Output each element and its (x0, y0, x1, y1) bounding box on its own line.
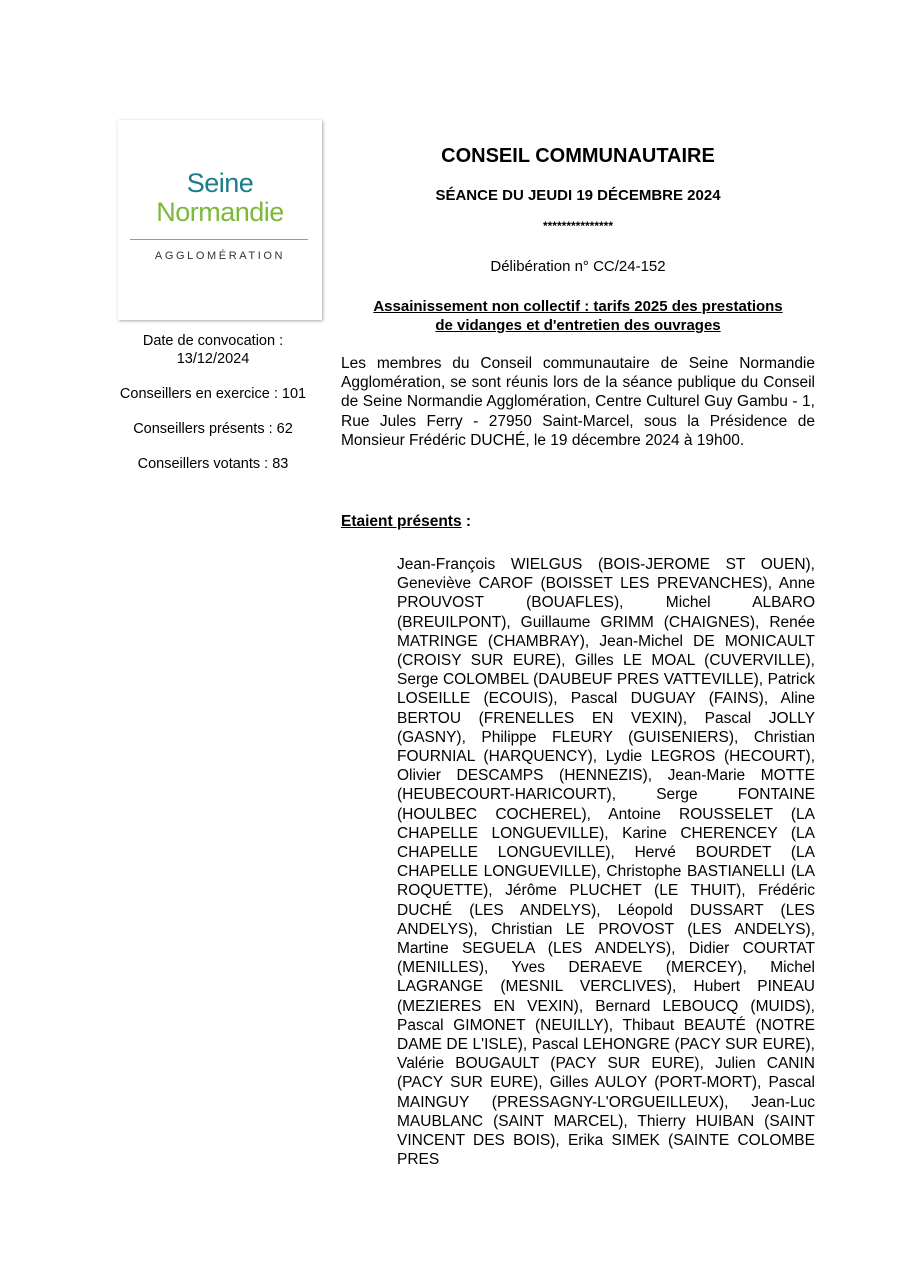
session-summary (108, 332, 318, 490)
logo-text-seine: Seine (186, 168, 254, 198)
present-label: Etaient présents (341, 513, 462, 530)
convocation-block (108, 332, 318, 368)
deliberation-subject (341, 297, 815, 335)
present-members-list: Jean-François WIELGUS (BOIS-JEROME ST OUEN), Geneviève CAROF (BOISSET LES PREVANCHES), Anne PROUVOST (BOUAFLES), Michel ALBARO (BREUILPONT), Guillaume GRIMM (CHAIGNES), Renée MATRINGE (CHAMBRAY), Jean-Michel DE MONICAULT (CROISY SUR EURE), Gilles LE MOAL (CUVERVILLE), Serge COLOMBEL (DAUBEUF PRES VATTEVILLE), Patrick LOSEILLE (ECOUIS), Pascal DUGUAY (FAINS), Aline BERTOU (FRENELLES EN VEXIN), Pascal JOLLY (GASNY), Philippe FLEURY (GUISENIERS), Christian FOURNIAL (HARQUENCY), Lydie LEGROS (HECOURT), Olivier DESCAMPS (HENNEZIS), Jean-Marie MOTTE (HEUBECOURT-HARICOURT), Serge FONTAINE (HOULBEC COCHEREL), Antoine ROUSSELET (LA CHAPELLE LONGUEVILLE), Karine CHERENCEY (LA CHAPELLE LONGUEVILLE), Hervé BOURDET (LA CHAPELLE LONGUEVILLE), Christophe BASTIANELLI (LA ROQUETTE), Jérôme PLUCHET (LE THUIT), Frédéric DUCHÉ (LES ANDELYS), Léopold DUSSART (LES ANDELYS), Christian LE PROVOST (LES ANDELYS), Martine SEGUELA (LES ANDELYS), Didier COURTAT (MENILLES), Yves DERAEVE (MERCEY), Michel LAGRANGE (MESNIL VERCLIVES), Hubert PINEAU (MEZIERES EN VEXIN), Bernard LEBOUCQ (MUIDS), Pascal GIMONET (NEUILLY), Thibaut BEAUTÉ (NOTRE DAME DE L'ISLE), Pascal LEHONGRE (PACY SUR EURE), Valérie BOUGAULT (PACY SUR EURE), Julien CANIN (PACY SUR EURE), Gilles AULOY (PORT-MORT), Pascal MAINGUY (PRESSAGNY-L'ORGUEILLEUX), Jean-Luc MAUBLANC (SAINT MARCEL), Thierry HUIBAN (SAINT VINCENT DES BOIS), Erika SIMEK (SAINTE COLOMBE PRES (397, 556, 815, 1169)
present-heading (341, 512, 471, 531)
present-colon: : (461, 513, 472, 530)
page-title: CONSEIL COMMUNAUTAIRE (441, 145, 715, 167)
session-date: SÉANCE DU JEUDI 19 DÉCEMBRE 2024 (435, 187, 721, 204)
separator-stars: *************** (542, 219, 614, 233)
logo-text-normandie: Normandie (156, 197, 284, 227)
councillors-voting: Conseillers votants : 83 (137, 456, 289, 472)
intro-paragraph: Les membres du Conseil communautaire de Seine Normandie Agglomération, se sont réunis lors de la séance publique du Conseil de Seine Normandie Agglomération, Centre Culturel Guy Gambu - 1, Rue Jules Ferry - 27950 Saint-Marcel, sous la Présidence de Monsieur Frédéric DUCHÉ, le 19 décembre 2024 à 19h00. (341, 355, 815, 449)
subject-line-2: de vidanges et d'entretien des ouvrages (435, 317, 721, 334)
logo-text-agglomeration: AGGLOMÉRATION (154, 250, 286, 262)
logo (118, 120, 322, 320)
deliberation-number: Délibération n° CC/24-152 (490, 258, 666, 275)
councillors-present: Conseillers présents : 62 (133, 421, 293, 437)
convocation-label: Date de convocation : (142, 333, 284, 349)
councillors-in-office: Conseillers en exercice : 101 (119, 386, 307, 402)
convocation-date: 13/12/2024 (176, 351, 250, 367)
subject-line-1: Assainissement non collectif : tarifs 2025 des prestations (373, 298, 783, 315)
logo-divider (130, 239, 308, 240)
